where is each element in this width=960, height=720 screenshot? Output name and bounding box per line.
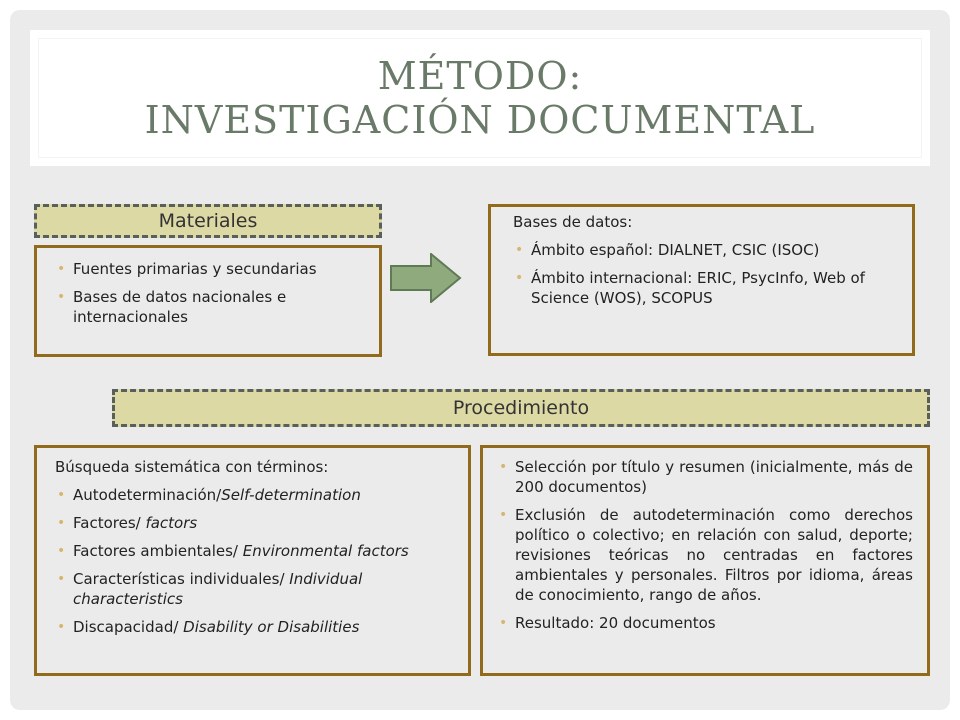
list-item: • Fuentes primarias y secundarias [55,259,365,279]
materiales-list [55,259,365,327]
list-item: • Exclusión de autodeterminación como derechos político o colectivo; en relación con salud, deporte; revisiones teóricas no centradas en factores ambientales y personales. Filtros por idioma, áreas de conocimiento, rango de años. [497,505,913,605]
list-item: • Ámbito español: DIALNET, CSIC (ISOC) [513,240,900,260]
bases-heading: Bases de datos: [513,213,633,231]
materiales-label-text: Materiales [158,210,258,232]
procedimiento-label-text: Procedimiento [452,397,590,419]
procedimiento-label [112,389,930,427]
term-en: Self-determination [221,486,361,504]
term-en: Environmental factors [242,542,409,560]
term-en: Disability or Disabilities [183,618,360,636]
list-item [55,485,454,505]
bases-box [488,204,915,356]
materiales-box [34,245,382,357]
list-item: • Ámbito internacional: ERIC, PsycInfo, Web of Science (WOS), SCOPUS [513,268,900,308]
term-en: Individual characteristics [73,570,363,608]
term-es: Factores ambientales/ [73,542,243,560]
list-item: • Selección por título y resumen (inicialmente, más de 200 documentos) [497,457,913,497]
list-item: • Resultado: 20 documentos [497,613,913,633]
title-line-2: INVESTIGACIÓN DOCUMENTAL [144,98,816,142]
list-item [55,617,454,637]
materiales-label [34,204,382,238]
title-line-1: MÉTODO: [377,54,583,98]
selection-box [480,445,930,676]
term-es: Discapacidad/ [73,618,184,636]
title-frame [38,38,922,158]
list-item [55,541,454,561]
right-arrow-icon [390,253,462,303]
title-box [30,30,930,166]
term-en: factors [145,514,198,532]
search-terms-box [34,445,471,676]
selection-list [497,457,913,633]
list-item [55,569,454,609]
term-es: Características individuales/ [73,570,290,588]
term-es: Factores/ [73,514,146,532]
term-es: Autodeterminación/ [73,486,222,504]
search-heading: Búsqueda sistemática con términos: [55,458,329,476]
search-terms-list [55,485,454,637]
list-item [55,513,454,533]
list-item: • Bases de datos nacionales e internacionales [55,287,365,327]
bases-list [513,240,900,308]
